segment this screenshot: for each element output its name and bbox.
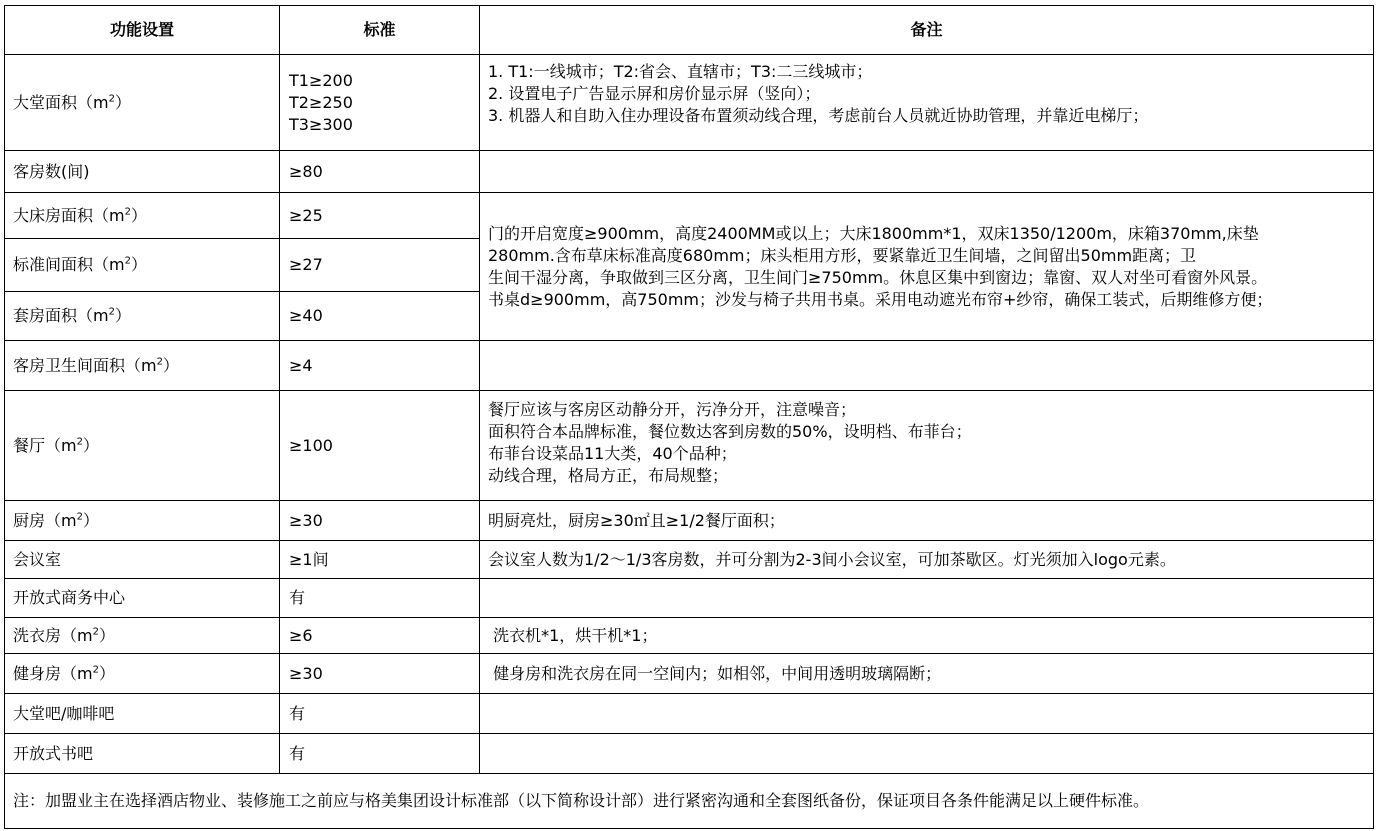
unit-open: （m: [45, 435, 77, 455]
hotel-standards-table: [4, 5, 1374, 829]
unit-open: （m: [61, 663, 93, 683]
bathroom-label: 客房卫生间面积: [13, 355, 126, 375]
lobby-remark-1: 1. T1:一线城市；T2:省会、直辖市；T3:二三线城市；: [488, 62, 873, 81]
row-remark: [480, 579, 1374, 618]
unit-open: （m: [77, 306, 109, 325]
row-name: [5, 618, 280, 654]
gym-label: 健身房: [13, 663, 62, 683]
row-name: [5, 341, 280, 391]
row-remark: 会议室人数为1/2～1/3客房数，并可分割为2-3间小会议室，可加茶歇区。灯光须加入logo元素。: [480, 541, 1374, 579]
unit-close: ）: [114, 306, 131, 325]
table-row: [5, 55, 1374, 151]
unit-sup: 2: [92, 664, 99, 676]
lobby-remark-2: 2. 设置电子广告显示屏和房价显示屏（竖向）；: [488, 84, 821, 103]
row-remark: [480, 151, 1374, 193]
unit-open: （m: [61, 625, 93, 645]
row-remark: [480, 341, 1374, 391]
standard-t2: T2≥250: [289, 92, 353, 112]
unit-close: ）: [82, 435, 99, 455]
room-remark-1: 门的开启宽度≥900mm，高度2400MM或以上；大床1800mm*1，双床1350/1200m，床箱370mm,床垫: [488, 223, 1259, 243]
lobby-area-label: 大堂面积: [13, 92, 78, 112]
table-row: [5, 734, 1374, 774]
unit-close: ）: [82, 510, 99, 530]
row-name: [5, 55, 280, 151]
unit-sup: 2: [76, 511, 83, 523]
row-name: [5, 239, 280, 292]
row-name: [5, 292, 280, 341]
unit-close: ）: [114, 92, 131, 112]
standard-t1: T1≥200: [289, 70, 353, 90]
footer-row: [5, 774, 1374, 829]
lobby-remark-3: 3. 机器人和自助入住办理设备布置须动线合理，考虑前台人员就近协助管理，并靠近电梯厅；: [488, 106, 1149, 125]
table-row: [5, 391, 1374, 501]
unit-sup: 2: [124, 206, 131, 218]
restaurant-remark-4: 动线合理，格局方正，布局规整；: [488, 466, 729, 485]
row-remark: [480, 734, 1374, 774]
row-name: 开放式商务中心: [5, 579, 280, 618]
table-row: [5, 501, 1374, 541]
table-row: [5, 341, 1374, 391]
table-row: [5, 541, 1374, 579]
unit-sup: 2: [92, 626, 99, 638]
unit-open: （m: [45, 510, 77, 530]
header-function: 功能设置: [5, 6, 280, 55]
unit-open: （m: [93, 205, 125, 225]
unit-sup: 2: [156, 356, 163, 368]
table-row: [5, 151, 1374, 193]
restaurant-remark-3: 布菲台设菜品11大类，40个品种；: [488, 444, 737, 463]
row-name: [5, 501, 280, 541]
room-remark-4: 书桌d≥900mm，高750mm；沙发与椅子共用书桌。采用电动遮光布帘+纱帘，确保工装式，后期维修方便；: [488, 289, 1273, 309]
row-name: [5, 654, 280, 694]
king-room-label: 大床房面积: [13, 205, 94, 225]
kitchen-label: 厨房: [13, 510, 46, 530]
row-standard: ≥100: [280, 391, 480, 501]
row-standard: ≥25: [280, 193, 480, 239]
room-remark-3: 生间干湿分离，争取做到三区分离，卫生间门≥750mm。休息区集中到窗边；靠窗、双人对坐可看窗外风景。: [488, 267, 1268, 287]
row-standard: ≥40: [280, 292, 480, 341]
row-standard: 有: [280, 694, 480, 734]
row-standard: ≥1间: [280, 541, 480, 579]
header-remark: 备注: [480, 6, 1374, 55]
unit-close: ）: [162, 355, 179, 375]
table-row: [5, 193, 1374, 239]
row-standard: [280, 55, 480, 151]
restaurant-label: 餐厅: [13, 435, 46, 455]
row-name: 客房数(间): [5, 151, 280, 193]
row-standard: ≥27: [280, 239, 480, 292]
unit-open: （m: [77, 92, 109, 112]
header-standard: 标准: [280, 6, 480, 55]
laundry-label: 洗衣房: [13, 625, 62, 645]
table-row: [5, 654, 1374, 694]
row-name: 会议室: [5, 541, 280, 579]
standard-t3: T3≥300: [289, 114, 353, 134]
row-remark: 明厨亮灶，厨房≥30㎡且≥1/2餐厅面积；: [480, 501, 1374, 541]
row-standard: ≥80: [280, 151, 480, 193]
unit-close: ）: [98, 663, 115, 683]
restaurant-remark-2: 面积符合本品牌标准，餐位数达客到房数的50%，设明档、布菲台；: [488, 422, 972, 441]
table-row: [5, 579, 1374, 618]
row-standard: 有: [280, 579, 480, 618]
row-standard: ≥30: [280, 654, 480, 694]
row-remark: 洗衣机*1，烘干机*1；: [480, 618, 1374, 654]
unit-sup: 2: [76, 436, 83, 448]
unit-open: （m: [125, 355, 157, 375]
unit-sup: 2: [124, 255, 131, 267]
row-standard: ≥4: [280, 341, 480, 391]
row-remark: [480, 391, 1374, 501]
unit-close: ）: [98, 625, 115, 645]
unit-close: ）: [130, 205, 147, 225]
row-name: 开放式书吧: [5, 734, 280, 774]
unit-sup: 2: [108, 93, 115, 105]
row-name: [5, 391, 280, 501]
unit-open: （m: [93, 255, 125, 274]
table-row: [5, 694, 1374, 734]
unit-sup: 2: [108, 306, 115, 318]
table-row: [5, 618, 1374, 654]
row-name: [5, 193, 280, 239]
restaurant-remark-1: 餐厅应该与客房区动静分开，污净分开，注意噪音；: [488, 400, 857, 419]
row-name: 大堂吧/咖啡吧: [5, 694, 280, 734]
row-standard: 有: [280, 734, 480, 774]
table-header-row: [5, 6, 1374, 55]
twin-room-label: 标准间面积: [13, 255, 94, 274]
room-remark-2: 280mm.含布草床标准高度680mm；床头柜用方形，要紧靠近卫生间墙，之间留出50mm距离；卫: [488, 245, 1197, 265]
footer-note: 注：加盟业主在选择酒店物业、装修施工之前应与格美集团设计标准部（以下简称设计部）进行紧密沟通和全套图纸备份，保证项目各条件能满足以上硬件标准。: [5, 774, 1374, 829]
row-remark: 健身房和洗衣房在同一空间内；如相邻，中间用透明玻璃隔断；: [480, 654, 1374, 694]
row-standard: ≥6: [280, 618, 480, 654]
unit-close: ）: [130, 255, 147, 274]
suite-label: 套房面积: [13, 306, 78, 325]
row-remark: [480, 694, 1374, 734]
room-remark: [480, 193, 1374, 341]
row-remark: [480, 55, 1374, 151]
row-standard: ≥30: [280, 501, 480, 541]
